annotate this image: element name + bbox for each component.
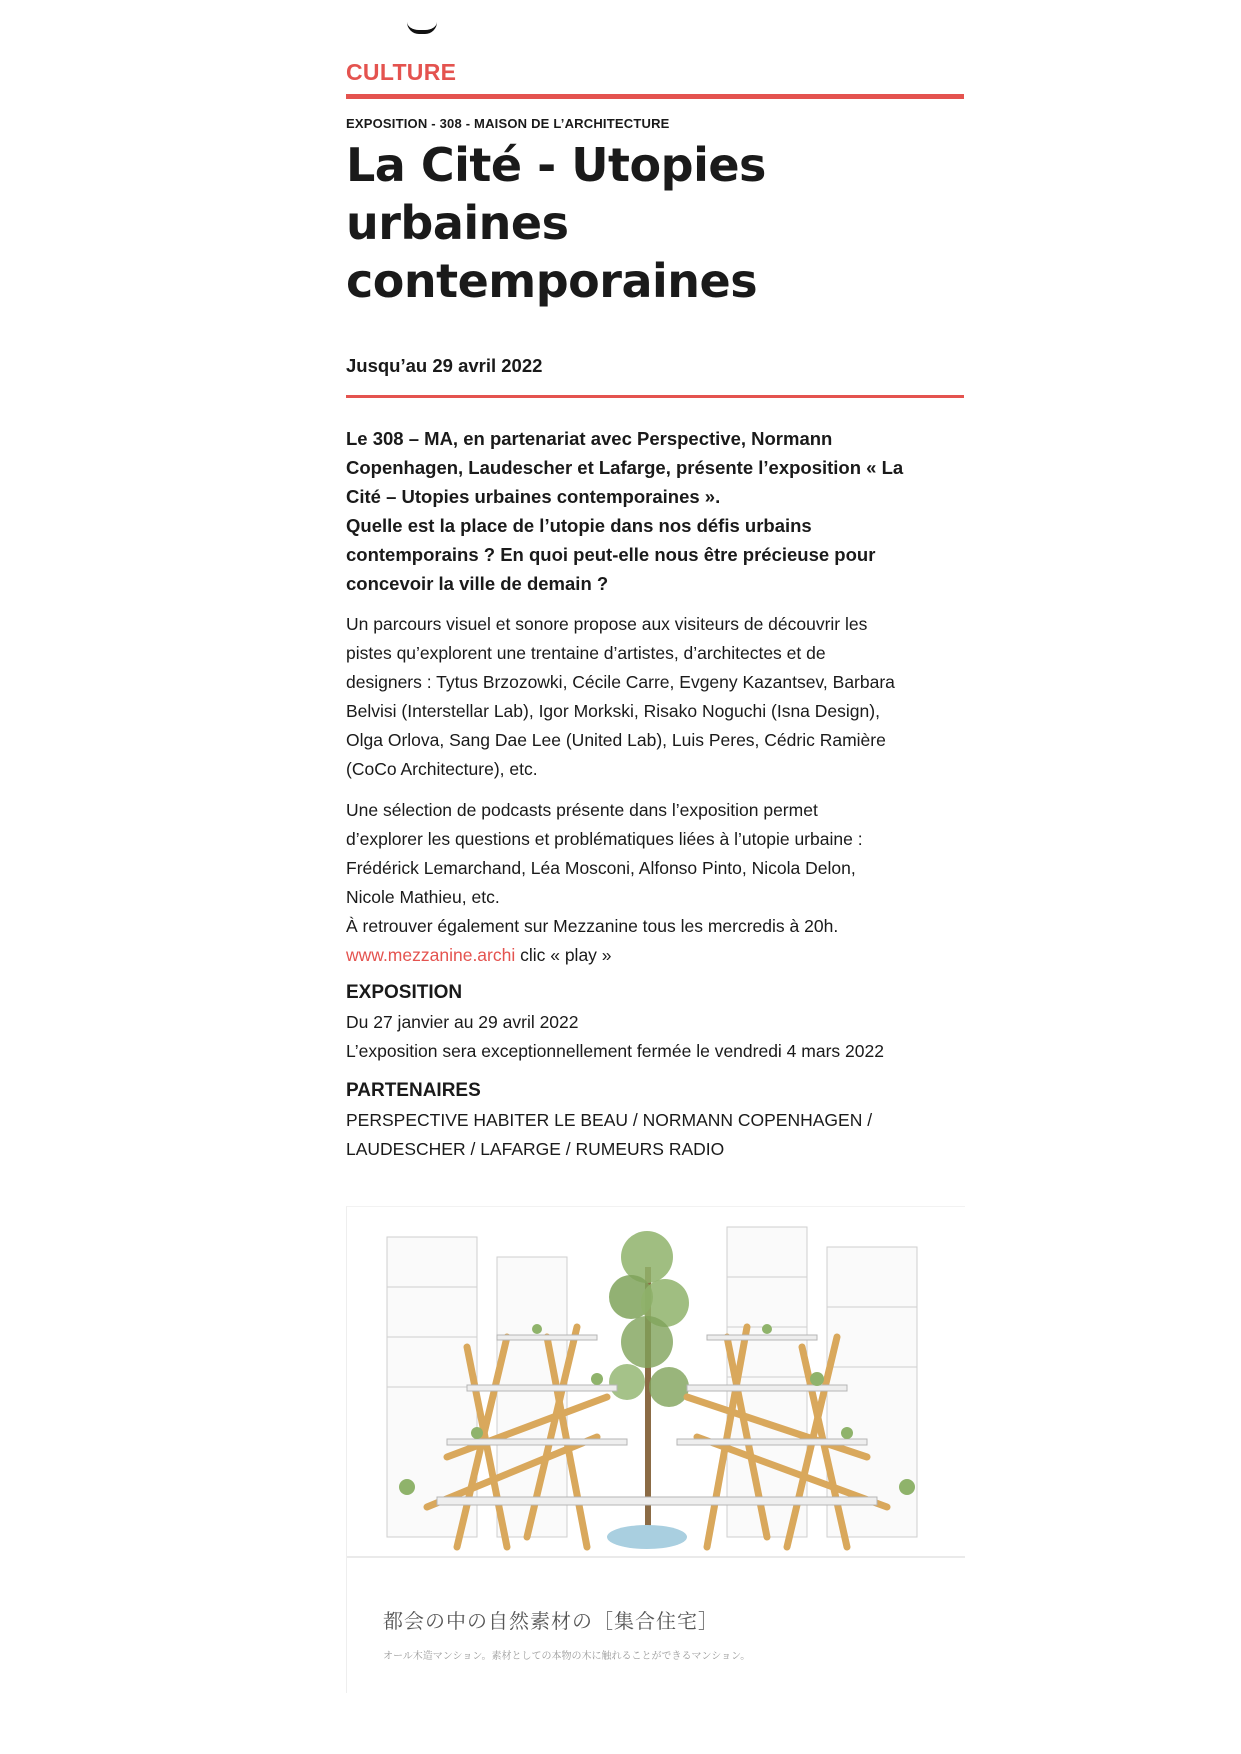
paragraph-line: Belvisi (Interstellar Lab), Igor Morkski, Risako Noguchi (Isna Design), [346, 701, 880, 721]
lead-line: Le 308 – MA, en partenariat avec Perspective, Normann [346, 428, 833, 449]
paragraph-line: Une sélection de podcasts présente dans l’exposition permet [346, 800, 818, 820]
pond [607, 1525, 687, 1549]
title-line: La Cité - Utopies [346, 138, 766, 192]
exposition-heading: EXPOSITION [346, 982, 463, 1003]
paragraph-line: designers : Tytus Brzozowki, Cécile Carre, Evgeny Kazantsev, Barbara [346, 672, 895, 692]
article-kicker: EXPOSITION - 308 - MAISON DE L’ARCHITECTURE [346, 116, 670, 131]
mezzanine-link[interactable]: www.mezzanine.archi [346, 945, 516, 965]
paragraph-line: Frédérick Lemarchand, Léa Mosconi, Alfonso Pinto, Nicola Delon, [346, 858, 856, 878]
paragraph-line: À retrouver également sur Mezzanine tous les mercredis à 20h. [346, 916, 839, 936]
lead-line: contemporains ? En quoi peut-elle nous être précieuse pour [346, 544, 876, 565]
title-line: urbaines [346, 196, 569, 250]
architecture-illustration [346, 1206, 965, 1693]
article-paragraph-artists [346, 610, 964, 784]
top-page-mark [407, 22, 437, 34]
paragraph-line: Nicole Mathieu, etc. [346, 887, 500, 907]
link-suffix: clic « play » [515, 945, 612, 965]
lead-line: Cité – Utopies urbaines contemporaines ». [346, 486, 721, 507]
partners-heading: PARTENAIRES [346, 1080, 481, 1101]
exposition-details [346, 1008, 964, 1066]
illustration-caption-subtitle: オール木造マンション。素材としての本物の木に触れることができるマンション。 [383, 1651, 751, 1662]
paragraph-line: pistes qu’explorent une trentaine d’artistes, d’architectes et de [346, 643, 826, 663]
paragraph-line: (CoCo Architecture), etc. [346, 759, 538, 779]
central-tree [609, 1231, 689, 1537]
article-title [346, 136, 906, 310]
paragraph-line: d’explorer les questions et problématiques liées à l’utopie urbaine : [346, 829, 863, 849]
partners-line: PERSPECTIVE HABITER LE BEAU / NORMANN COPENHAGEN / [346, 1110, 873, 1130]
paragraph-line: Olga Orlova, Sang Dae Lee (United Lab), Luis Peres, Cédric Ramière [346, 730, 886, 750]
article-column [346, 58, 964, 1164]
lead-line: concevoir la ville de demain ? [346, 573, 609, 594]
exhibition-until-date: Jusqu’au 29 avril 2022 [346, 355, 543, 376]
article-lead [346, 424, 964, 598]
date-divider [346, 395, 964, 398]
title-line: contemporaines [346, 254, 758, 308]
partners-list [346, 1106, 964, 1164]
lead-line: Copenhagen, Laudescher et Lafarge, présente l’exposition « La [346, 457, 904, 478]
section-divider [346, 94, 964, 99]
exposition-dates: Du 27 janvier au 29 avril 2022 [346, 1012, 579, 1032]
illustration-caption-title: 都会の中の自然素材の［集合住宅］ [383, 1609, 719, 1633]
lead-line: Quelle est la place de l’utopie dans nos défis urbains [346, 515, 812, 536]
link-line [346, 941, 964, 970]
paragraph-line: Un parcours visuel et sonore propose aux visiteurs de découvrir les [346, 614, 868, 634]
section-label[interactable]: CULTURE [346, 59, 457, 85]
article-paragraph-podcasts [346, 796, 964, 970]
exposition-closure-note: L’exposition sera exceptionnellement fermée le vendredi 4 mars 2022 [346, 1041, 884, 1061]
wooden-housing-drawing [347, 1207, 965, 1597]
partners-line: LAUDESCHER / LAFARGE / RUMEURS RADIO [346, 1139, 725, 1159]
